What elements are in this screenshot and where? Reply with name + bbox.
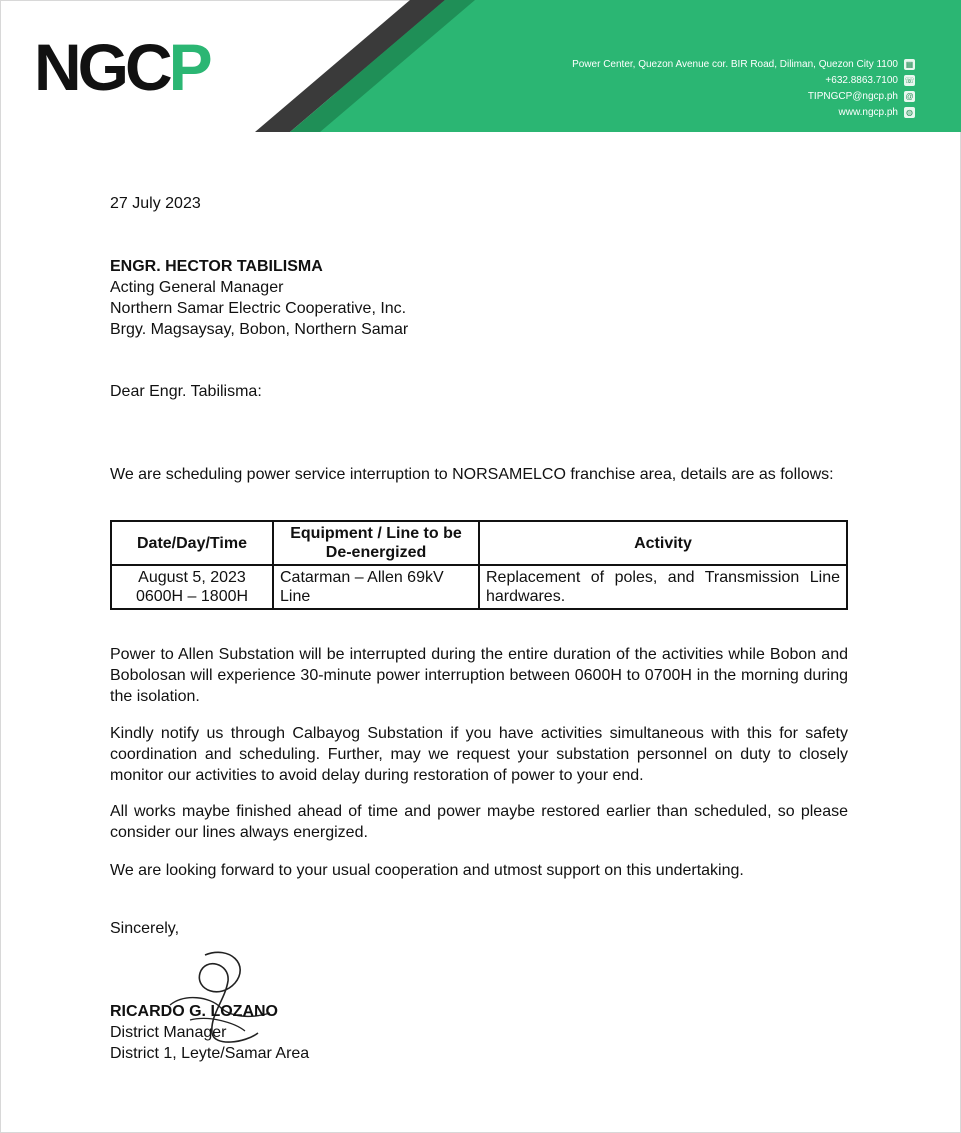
schedule-table <box>110 520 848 610</box>
letter-date: 27 July 2023 <box>110 195 201 212</box>
cell-date: August 5, 2023 0600H – 1800H <box>111 565 273 609</box>
phone-icon: ☏ <box>904 75 915 85</box>
paragraph-energized: All works maybe finished ahead of time and power maybe restored earlier than scheduled, so please consider our lines always energized. <box>110 803 848 841</box>
email-line: TIPNGCP@ngcp.ph @ <box>807 90 914 102</box>
signatory-area: District 1, Leyte/Samar Area <box>110 1045 310 1062</box>
ngcp-logo: NGCP <box>34 30 209 104</box>
paragraph-cooperation: We are looking forward to your usual cooperation and utmost support on this undertaking. <box>110 862 744 879</box>
recipient-address: Brgy. Magsaysay, Bobon, Northern Samar <box>110 321 409 338</box>
paragraph-interruption: Power to Allen Substation will be interrupted during the entire duration of the activities while Bobon and Bobolosan will experience 30-minute power interruption between 0600H to 0700H in the morning during the isolation. <box>110 646 848 705</box>
column-header-date: Date/Day/Time <box>111 521 273 565</box>
table-header-row <box>111 521 847 565</box>
column-header-equipment: Equipment / Line to be De-energized <box>273 521 479 565</box>
building-icon: ▦ <box>905 59 914 69</box>
globe-icon: ◍ <box>904 107 915 118</box>
column-header-activity: Activity <box>479 521 847 565</box>
recipient-name: ENGR. HECTOR TABILISMA <box>110 258 323 275</box>
intro-paragraph: We are scheduling power service interruption to NORSAMELCO franchise area, details are as follows: <box>110 466 834 483</box>
address-line: Power Center, Quezon Avenue cor. BIR Road, Diliman, Quezon City 1100 ▦ <box>572 58 914 70</box>
table-row <box>111 565 847 609</box>
cell-activity: Replacement of poles, and Transmission Line hardwares. <box>479 565 847 609</box>
website-line: www.ngcp.ph ◍ <box>572 104 915 120</box>
phone-line: +632.8863.7100 ☏ <box>825 74 915 86</box>
recipient-org: Northern Samar Electric Cooperative, Inc. <box>110 300 407 317</box>
cell-equipment: Catarman – Allen 69kV Line <box>273 565 479 609</box>
salutation: Dear Engr. Tabilisma: <box>110 383 262 400</box>
recipient-title: Acting General Manager <box>110 279 284 296</box>
email-icon: @ <box>905 91 914 101</box>
closing: Sincerely, <box>110 920 180 937</box>
signatory-name: RICARDO G. LOZANO <box>110 1003 278 1020</box>
letterhead <box>0 0 961 135</box>
signatory-title: District Manager <box>110 1024 227 1041</box>
paragraph-coordination: Kindly notify us through Calbayog Substation if you have activities simultaneous with this for safety coordination and scheduling. Further, may we request your substation personnel on duty to closely monitor our activities to avoid delay during restoration of power to your end. <box>110 725 848 784</box>
contact-info <box>572 56 915 120</box>
